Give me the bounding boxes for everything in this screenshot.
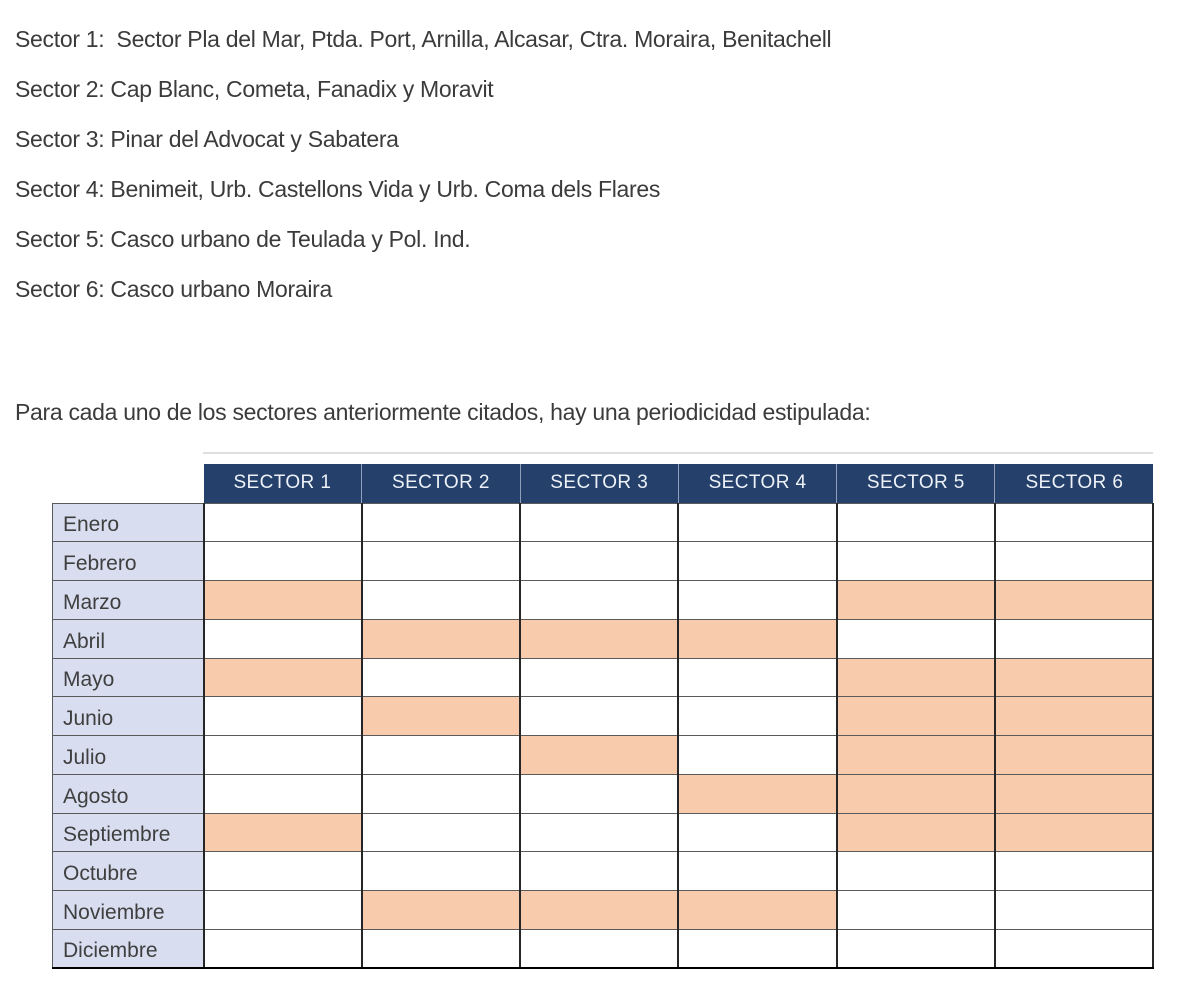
schedule-cell-empty: [837, 929, 995, 968]
month-label: Agosto: [53, 774, 204, 813]
table-top-rule: [203, 452, 1153, 454]
schedule-cell-empty: [995, 852, 1153, 891]
table-corner-spacer: [53, 464, 204, 503]
schedule-cell-empty: [678, 581, 836, 620]
schedule-cell-filled: [204, 581, 362, 620]
month-label: Junio: [53, 697, 204, 736]
schedule-cell-filled: [520, 619, 678, 658]
schedule-cell-empty: [204, 542, 362, 581]
table-row: [53, 542, 1154, 581]
schedule-cell-empty: [995, 542, 1153, 581]
table-row: [53, 697, 1154, 736]
schedule-cell-empty: [995, 503, 1153, 542]
month-label: Diciembre: [53, 929, 204, 968]
month-label: Noviembre: [53, 891, 204, 930]
schedule-cell-empty: [204, 736, 362, 775]
schedule-cell-empty: [520, 658, 678, 697]
schedule-cell-empty: [520, 852, 678, 891]
month-label: Marzo: [53, 581, 204, 620]
schedule-cell-filled: [837, 774, 995, 813]
table-row: [53, 891, 1154, 930]
month-label: Mayo: [53, 658, 204, 697]
table-header-row: [53, 464, 1154, 503]
schedule-cell-empty: [362, 658, 520, 697]
sector-definitions: [15, 22, 831, 322]
schedule-table-body: [53, 464, 1154, 968]
table-row: [53, 774, 1154, 813]
schedule-cell-empty: [678, 929, 836, 968]
schedule-cell-filled: [995, 736, 1153, 775]
schedule-cell-empty: [995, 891, 1153, 930]
schedule-cell-filled: [995, 581, 1153, 620]
schedule-cell-empty: [520, 697, 678, 736]
sector-definition-2: Sector 2: Cap Blanc, Cometa, Fanadix y Moravit: [15, 76, 494, 102]
schedule-cell-empty: [837, 891, 995, 930]
column-header-sector-3: SECTOR 3: [520, 464, 678, 503]
table-row: [53, 619, 1154, 658]
schedule-cell-empty: [362, 929, 520, 968]
schedule-cell-empty: [362, 581, 520, 620]
sector-definition-3: Sector 3: Pinar del Advocat y Sabatera: [15, 126, 399, 152]
sector-definition-6: Sector 6: Casco urbano Moraira: [15, 276, 332, 302]
schedule-cell-empty: [520, 503, 678, 542]
schedule-cell-empty: [837, 503, 995, 542]
schedule-cell-empty: [204, 929, 362, 968]
schedule-cell-filled: [520, 736, 678, 775]
intro-paragraph: Para cada uno de los sectores anteriormente citados, hay una periodicidad estipulada:: [15, 399, 871, 425]
sector-definition-5: Sector 5: Casco urbano de Teulada y Pol. Ind.: [15, 226, 471, 252]
schedule-cell-empty: [678, 852, 836, 891]
schedule-cell-filled: [362, 697, 520, 736]
table-row: [53, 813, 1154, 852]
column-header-sector-4: SECTOR 4: [678, 464, 836, 503]
schedule-cell-filled: [678, 891, 836, 930]
table-row: [53, 503, 1154, 542]
schedule-cell-empty: [837, 542, 995, 581]
schedule-cell-filled: [362, 619, 520, 658]
schedule-cell-empty: [995, 929, 1153, 968]
schedule-cell-filled: [837, 581, 995, 620]
column-header-sector-1: SECTOR 1: [204, 464, 362, 503]
schedule-cell-empty: [678, 697, 836, 736]
schedule-cell-empty: [520, 542, 678, 581]
schedule-cell-filled: [995, 774, 1153, 813]
schedule-cell-empty: [520, 581, 678, 620]
schedule-cell-empty: [362, 813, 520, 852]
schedule-cell-empty: [678, 503, 836, 542]
schedule-cell-filled: [995, 813, 1153, 852]
schedule-cell-empty: [204, 891, 362, 930]
schedule-cell-filled: [520, 891, 678, 930]
schedule-cell-filled: [678, 619, 836, 658]
schedule-cell-empty: [995, 619, 1153, 658]
schedule-cell-empty: [204, 852, 362, 891]
schedule-cell-filled: [995, 697, 1153, 736]
schedule-cell-empty: [678, 736, 836, 775]
schedule-cell-empty: [678, 813, 836, 852]
schedule-cell-filled: [837, 658, 995, 697]
schedule-cell-empty: [204, 774, 362, 813]
schedule-cell-empty: [362, 852, 520, 891]
sector-definition-1: Sector 1: Sector Pla del Mar, Ptda. Port, Arnilla, Alcasar, Ctra. Moraira, Benitachell: [15, 26, 832, 52]
schedule-cell-empty: [204, 503, 362, 542]
schedule-cell-empty: [678, 542, 836, 581]
month-label: Octubre: [53, 852, 204, 891]
month-label: Julio: [53, 736, 204, 775]
column-header-sector-2: SECTOR 2: [362, 464, 520, 503]
schedule-table: [52, 464, 1154, 969]
schedule-cell-filled: [837, 813, 995, 852]
column-header-sector-5: SECTOR 5: [837, 464, 995, 503]
schedule-cell-filled: [362, 891, 520, 930]
schedule-cell-filled: [995, 658, 1153, 697]
schedule-cell-empty: [362, 736, 520, 775]
schedule-table-container: [52, 464, 1154, 969]
schedule-cell-filled: [678, 774, 836, 813]
schedule-cell-empty: [362, 774, 520, 813]
month-label: Septiembre: [53, 813, 204, 852]
schedule-cell-filled: [204, 813, 362, 852]
sector-definition-4: Sector 4: Benimeit, Urb. Castellons Vida y Urb. Coma dels Flares: [15, 176, 661, 202]
month-label: Enero: [53, 503, 204, 542]
schedule-cell-empty: [520, 813, 678, 852]
schedule-cell-empty: [678, 658, 836, 697]
month-label: Febrero: [53, 542, 204, 581]
schedule-cell-empty: [362, 542, 520, 581]
schedule-cell-empty: [837, 619, 995, 658]
schedule-cell-empty: [362, 503, 520, 542]
schedule-cell-filled: [837, 697, 995, 736]
schedule-cell-filled: [837, 736, 995, 775]
schedule-cell-empty: [204, 697, 362, 736]
table-row: [53, 581, 1154, 620]
table-row: [53, 658, 1154, 697]
month-label: Abril: [53, 619, 204, 658]
schedule-cell-empty: [520, 929, 678, 968]
schedule-cell-empty: [204, 619, 362, 658]
table-row: [53, 736, 1154, 775]
column-header-sector-6: SECTOR 6: [995, 464, 1153, 503]
table-row: [53, 852, 1154, 891]
schedule-cell-filled: [204, 658, 362, 697]
table-row: [53, 929, 1154, 968]
schedule-cell-empty: [520, 774, 678, 813]
schedule-cell-empty: [837, 852, 995, 891]
